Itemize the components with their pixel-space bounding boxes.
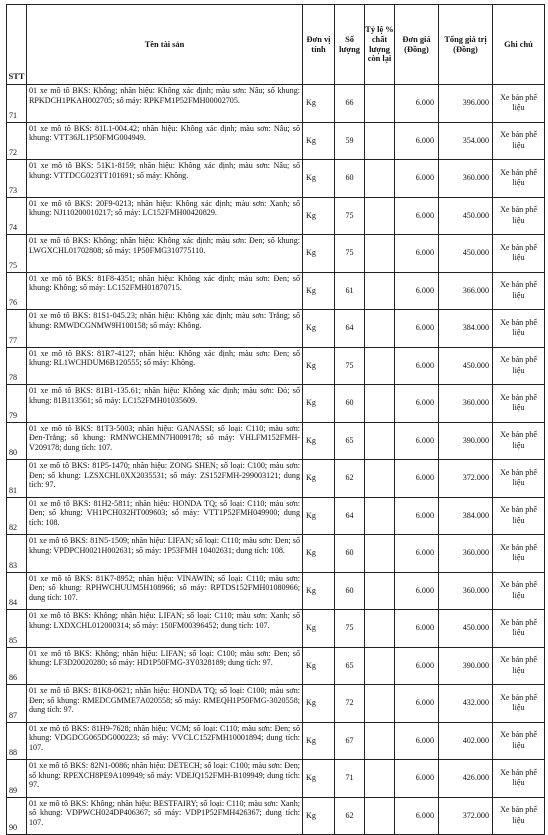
quantity-cell: 60 bbox=[335, 160, 365, 198]
row-number: 84 bbox=[7, 572, 27, 610]
table-row bbox=[7, 685, 545, 723]
table-body bbox=[7, 85, 545, 835]
row-number: 85 bbox=[7, 610, 27, 648]
total-value-cell: 384.000 bbox=[439, 310, 493, 348]
table-row bbox=[7, 385, 545, 423]
unit-cell: Kg bbox=[303, 197, 335, 235]
unit-cell: Kg bbox=[303, 122, 335, 160]
total-value-cell: 396.000 bbox=[439, 85, 493, 123]
total-value-cell: 384.000 bbox=[439, 497, 493, 535]
quality-percent-cell bbox=[365, 647, 395, 685]
quality-percent-cell bbox=[365, 797, 395, 835]
unit-cell: Kg bbox=[303, 385, 335, 423]
asset-description: 01 xe mô tô BKS: 81L1-004.42; nhãn hiệu: Không xác định; màu sơn: Nâu; số khung: VTT36JL1P50FMG004949. bbox=[27, 122, 303, 160]
quality-percent-cell bbox=[365, 610, 395, 648]
quality-percent-cell bbox=[365, 572, 395, 610]
header-unit: Đơn vị tính bbox=[303, 5, 335, 85]
quality-percent-cell bbox=[365, 235, 395, 273]
row-number: 71 bbox=[7, 85, 27, 123]
quantity-cell: 59 bbox=[335, 122, 365, 160]
row-number: 83 bbox=[7, 535, 27, 573]
quality-percent-cell bbox=[365, 310, 395, 348]
note-cell: Xe bán phế liệu bbox=[493, 797, 545, 835]
unit-cell: Kg bbox=[303, 235, 335, 273]
unit-price-cell: 6.000 bbox=[395, 797, 439, 835]
quality-percent-cell bbox=[365, 272, 395, 310]
quantity-cell: 62 bbox=[335, 797, 365, 835]
note-cell: Xe bán phế liệu bbox=[493, 422, 545, 460]
header-note: Ghi chú bbox=[493, 5, 545, 85]
quality-percent-cell bbox=[365, 497, 395, 535]
table-row bbox=[7, 535, 545, 573]
note-cell: Xe bán phế liệu bbox=[493, 685, 545, 723]
quantity-cell: 75 bbox=[335, 235, 365, 273]
table-row bbox=[7, 422, 545, 460]
unit-price-cell: 6.000 bbox=[395, 385, 439, 423]
asset-description: 01 xe mô tô BKS: 81H2-5811; nhãn hiệu: HONDA TQ; số loại: C110; màu sơn: Đen; số khung: VH1PCH032HT009603; số máy: VTT1P52FMH049900; dung tích: 108. bbox=[27, 497, 303, 535]
asset-description: 01 xe mô tô BKS: Không; nhãn hiệu: BESTFAIRY; số loại: C110; màu sơn: Xanh; số khung: VDPWCH024DP406367; số máy: VDP1P52FMH426367; dung tích: 107. bbox=[27, 797, 303, 835]
quality-percent-cell bbox=[365, 460, 395, 498]
row-number: 78 bbox=[7, 347, 27, 385]
asset-description: 01 xe mô tô BKS: 81H9-7628; nhãn hiệu: VCM; số loại: C110; màu sơn: Đen; số khung: VDGDCG065DG000223; số máy: VVCLC152FMH10001894; dung tích: 107. bbox=[27, 722, 303, 760]
row-number: 81 bbox=[7, 460, 27, 498]
quantity-cell: 75 bbox=[335, 347, 365, 385]
asset-description: 01 xe mô tô BKS: Không; nhãn hiệu: LIFAN; số loại: C110; màu sơn: Xanh; số khung: LXDXCHL012000314; số máy: 150FM00396452; dung tích: 107. bbox=[27, 610, 303, 648]
table-row bbox=[7, 347, 545, 385]
quality-percent-cell bbox=[365, 385, 395, 423]
unit-cell: Kg bbox=[303, 572, 335, 610]
total-value-cell: 360.000 bbox=[439, 160, 493, 198]
quantity-cell: 64 bbox=[335, 497, 365, 535]
note-cell: Xe bán phế liệu bbox=[493, 460, 545, 498]
unit-price-cell: 6.000 bbox=[395, 422, 439, 460]
table-row bbox=[7, 797, 545, 835]
quantity-cell: 75 bbox=[335, 610, 365, 648]
unit-cell: Kg bbox=[303, 497, 335, 535]
unit-cell: Kg bbox=[303, 85, 335, 123]
unit-cell: Kg bbox=[303, 160, 335, 198]
table-header bbox=[7, 5, 545, 85]
note-cell: Xe bán phế liệu bbox=[493, 610, 545, 648]
note-cell: Xe bán phế liệu bbox=[493, 347, 545, 385]
quality-percent-cell bbox=[365, 685, 395, 723]
asset-description: 01 xe mô tô BKS: 81K7-8952; nhãn hiệu: VINAWIN; số loại: C110; màu sơn: Đen; số khung: RPHWCHUUM5H108966; số máy: RPTDS152FMH01080966; dung tích: 107. bbox=[27, 572, 303, 610]
unit-price-cell: 6.000 bbox=[395, 160, 439, 198]
unit-cell: Kg bbox=[303, 685, 335, 723]
quantity-cell: 61 bbox=[335, 272, 365, 310]
total-value-cell: 360.000 bbox=[439, 572, 493, 610]
header-price: Đơn giá (Đồng) bbox=[395, 5, 439, 85]
unit-price-cell: 6.000 bbox=[395, 197, 439, 235]
row-number: 79 bbox=[7, 385, 27, 423]
total-value-cell: 450.000 bbox=[439, 235, 493, 273]
asset-description: 01 xe mô tô BKS: 81R7-4127; nhãn hiệu: Không xác định; màu sơn: Đen; số khung: RL1WCHDUM6B120555; số máy: Không. bbox=[27, 347, 303, 385]
unit-price-cell: 6.000 bbox=[395, 685, 439, 723]
note-cell: Xe bán phế liệu bbox=[493, 197, 545, 235]
row-number: 89 bbox=[7, 760, 27, 798]
quantity-cell: 67 bbox=[335, 722, 365, 760]
asset-description: 01 xe mô tô BKS: 82N1-0086; nhãn hiệu: DETECH; số loại: C100; màu sơn: Đen; số khung: RPEXCH8PE9A109949; số máy: VDEJQ152FMH-B109949; dung tích: 97. bbox=[27, 760, 303, 798]
unit-cell: Kg bbox=[303, 760, 335, 798]
quantity-cell: 65 bbox=[335, 647, 365, 685]
quantity-cell: 72 bbox=[335, 685, 365, 723]
note-cell: Xe bán phế liệu bbox=[493, 310, 545, 348]
total-value-cell: 390.000 bbox=[439, 647, 493, 685]
total-value-cell: 450.000 bbox=[439, 347, 493, 385]
total-value-cell: 390.000 bbox=[439, 422, 493, 460]
table-row bbox=[7, 122, 545, 160]
asset-table bbox=[6, 4, 545, 835]
note-cell: Xe bán phế liệu bbox=[493, 535, 545, 573]
total-value-cell: 360.000 bbox=[439, 535, 493, 573]
asset-description: 01 xe mô tô BKS: 81B1-135.61; nhãn hiệu: Không xác định; màu sơn: Đỏ; số khung: 81B113561; số máy: LC152FMH01035609. bbox=[27, 385, 303, 423]
note-cell: Xe bán phế liệu bbox=[493, 760, 545, 798]
table-row bbox=[7, 460, 545, 498]
header-name: Tên tài sản bbox=[27, 5, 303, 85]
unit-price-cell: 6.000 bbox=[395, 347, 439, 385]
unit-price-cell: 6.000 bbox=[395, 760, 439, 798]
table-row bbox=[7, 647, 545, 685]
quality-percent-cell bbox=[365, 347, 395, 385]
unit-cell: Kg bbox=[303, 460, 335, 498]
row-number: 90 bbox=[7, 797, 27, 835]
total-value-cell: 426.000 bbox=[439, 760, 493, 798]
unit-cell: Kg bbox=[303, 722, 335, 760]
note-cell: Xe bán phế liệu bbox=[493, 497, 545, 535]
row-number: 75 bbox=[7, 235, 27, 273]
total-value-cell: 372.000 bbox=[439, 797, 493, 835]
row-number: 82 bbox=[7, 497, 27, 535]
unit-cell: Kg bbox=[303, 422, 335, 460]
note-cell: Xe bán phế liệu bbox=[493, 85, 545, 123]
row-number: 80 bbox=[7, 422, 27, 460]
asset-description: 01 xe mô tô BKS: Không; nhãn hiệu: LIFAN; số loại: C100; màu sơn: Đen; số khung: LF3D20020280; số máy: HD1P50FMG-3Y0328189; dung tích: 97. bbox=[27, 647, 303, 685]
quality-percent-cell bbox=[365, 422, 395, 460]
quantity-cell: 64 bbox=[335, 310, 365, 348]
asset-description: 01 xe mô tô BKS: 81T3-5003; nhãn hiệu: GANASSI; số loại: C110; màu sơn: Đen-Trắng; số khung: RMNWCHEMN7H009178; số máy: VHLFM152FMH-V209178; dung tích: 107. bbox=[27, 422, 303, 460]
quality-percent-cell bbox=[365, 197, 395, 235]
total-value-cell: 402.000 bbox=[439, 722, 493, 760]
table-row bbox=[7, 160, 545, 198]
asset-description: 01 xe mô tô BKS: 20F9-0213; nhãn hiệu: Không xác định; màu sơn: Xanh; số khung: NJ110200010217; số máy: LC152FMH00420829. bbox=[27, 197, 303, 235]
row-number: 76 bbox=[7, 272, 27, 310]
unit-price-cell: 6.000 bbox=[395, 272, 439, 310]
unit-cell: Kg bbox=[303, 610, 335, 648]
header-total: Tổng giá trị (Đồng) bbox=[439, 5, 493, 85]
header-qty: Số lượng bbox=[335, 5, 365, 85]
table-row bbox=[7, 572, 545, 610]
note-cell: Xe bán phế liệu bbox=[493, 235, 545, 273]
quality-percent-cell bbox=[365, 122, 395, 160]
total-value-cell: 354.000 bbox=[439, 122, 493, 160]
quantity-cell: 65 bbox=[335, 422, 365, 460]
quantity-cell: 60 bbox=[335, 535, 365, 573]
asset-description: 01 xe mô tô BKS: 81F8-4351; nhãn hiệu: Không xác định; màu sơn: Đen; số khung: Không; số máy: LC152FMH01870715. bbox=[27, 272, 303, 310]
unit-price-cell: 6.000 bbox=[395, 572, 439, 610]
table-row bbox=[7, 497, 545, 535]
asset-description: 01 xe mô tô BKS: 81K8-0621; nhãn hiệu: HONDA TQ; số loại: C100; màu sơn: Đen; số khung: RMEDCGMME7A020558; số máy: RMEQH1P50FMG-3020558; dung tích: 97. bbox=[27, 685, 303, 723]
quantity-cell: 60 bbox=[335, 572, 365, 610]
row-number: 77 bbox=[7, 310, 27, 348]
table-row bbox=[7, 722, 545, 760]
unit-price-cell: 6.000 bbox=[395, 122, 439, 160]
unit-cell: Kg bbox=[303, 347, 335, 385]
unit-price-cell: 6.000 bbox=[395, 497, 439, 535]
unit-price-cell: 6.000 bbox=[395, 85, 439, 123]
note-cell: Xe bán phế liệu bbox=[493, 722, 545, 760]
total-value-cell: 366.000 bbox=[439, 272, 493, 310]
unit-cell: Kg bbox=[303, 310, 335, 348]
row-number: 73 bbox=[7, 160, 27, 198]
table-row bbox=[7, 85, 545, 123]
asset-description: 01 xe mô tô BKS: 81P5-1470; nhãn hiệu: ZONG SHEN; số loại: C100; màu sơn: Đen; số khung: LZSXCHL0XX2035531; số máy: ZS152FMH-299003121; dung tích: 97. bbox=[27, 460, 303, 498]
unit-price-cell: 6.000 bbox=[395, 722, 439, 760]
quality-percent-cell bbox=[365, 85, 395, 123]
unit-price-cell: 6.000 bbox=[395, 647, 439, 685]
table-row bbox=[7, 610, 545, 648]
unit-price-cell: 6.000 bbox=[395, 310, 439, 348]
note-cell: Xe bán phế liệu bbox=[493, 647, 545, 685]
row-number: 72 bbox=[7, 122, 27, 160]
quantity-cell: 71 bbox=[335, 760, 365, 798]
note-cell: Xe bán phế liệu bbox=[493, 160, 545, 198]
quality-percent-cell bbox=[365, 160, 395, 198]
unit-cell: Kg bbox=[303, 647, 335, 685]
table-row bbox=[7, 760, 545, 798]
quality-percent-cell bbox=[365, 722, 395, 760]
table-row bbox=[7, 272, 545, 310]
unit-cell: Kg bbox=[303, 797, 335, 835]
unit-price-cell: 6.000 bbox=[395, 610, 439, 648]
quality-percent-cell bbox=[365, 535, 395, 573]
total-value-cell: 432.000 bbox=[439, 685, 493, 723]
asset-description: 01 xe mô tô BKS: 81S1-045.23; nhãn hiệu: Không xác định; màu sơn: Trắng; số khung: RMWDCGNMW9H100158; số máy: Không. bbox=[27, 310, 303, 348]
quantity-cell: 75 bbox=[335, 197, 365, 235]
row-number: 87 bbox=[7, 685, 27, 723]
unit-price-cell: 6.000 bbox=[395, 235, 439, 273]
row-number: 74 bbox=[7, 197, 27, 235]
note-cell: Xe bán phế liệu bbox=[493, 572, 545, 610]
quantity-cell: 62 bbox=[335, 460, 365, 498]
note-cell: Xe bán phế liệu bbox=[493, 385, 545, 423]
unit-cell: Kg bbox=[303, 535, 335, 573]
asset-description: 01 xe mô tô BKS: 51K1-8159; nhãn hiệu: Không xác định; màu sơn: Nâu; số khung: VTTDCG023TT101691; số máy: Không. bbox=[27, 160, 303, 198]
asset-description: 01 xe mô tô BKS: Không; nhãn hiệu: Không xác định; màu sơn: Đen; số khung: LWGXCHL01702808; số máy: 1P50FMG310775110. bbox=[27, 235, 303, 273]
row-number: 88 bbox=[7, 722, 27, 760]
unit-cell: Kg bbox=[303, 272, 335, 310]
total-value-cell: 450.000 bbox=[439, 610, 493, 648]
note-cell: Xe bán phế liệu bbox=[493, 272, 545, 310]
header-stt: STT bbox=[7, 5, 27, 85]
total-value-cell: 450.000 bbox=[439, 197, 493, 235]
row-number: 86 bbox=[7, 647, 27, 685]
quantity-cell: 66 bbox=[335, 85, 365, 123]
asset-description: 01 xe mô tô BKS: 81N5-1509; nhãn hiệu: LIFAN; số loại: C110; màu sơn: Đen; số khung: VPDPCH0021H002631; số máy: 1P53FMH 10402631; dung tích: 108. bbox=[27, 535, 303, 573]
total-value-cell: 372.000 bbox=[439, 460, 493, 498]
quantity-cell: 60 bbox=[335, 385, 365, 423]
quality-percent-cell bbox=[365, 760, 395, 798]
unit-price-cell: 6.000 bbox=[395, 535, 439, 573]
table-row bbox=[7, 197, 545, 235]
unit-price-cell: 6.000 bbox=[395, 460, 439, 498]
total-value-cell: 360.000 bbox=[439, 385, 493, 423]
table-row bbox=[7, 235, 545, 273]
note-cell: Xe bán phế liệu bbox=[493, 122, 545, 160]
asset-description: 01 xe mô tô BKS: Không; nhãn hiệu: Không xác định; màu sơn: Nâu; số khung: RPKDCH1PKAH002705; số máy: RPKFM1P52FMH00002705. bbox=[27, 85, 303, 123]
header-pct: Tỷ lệ % chất lượng còn lại bbox=[365, 5, 395, 85]
table-row bbox=[7, 310, 545, 348]
